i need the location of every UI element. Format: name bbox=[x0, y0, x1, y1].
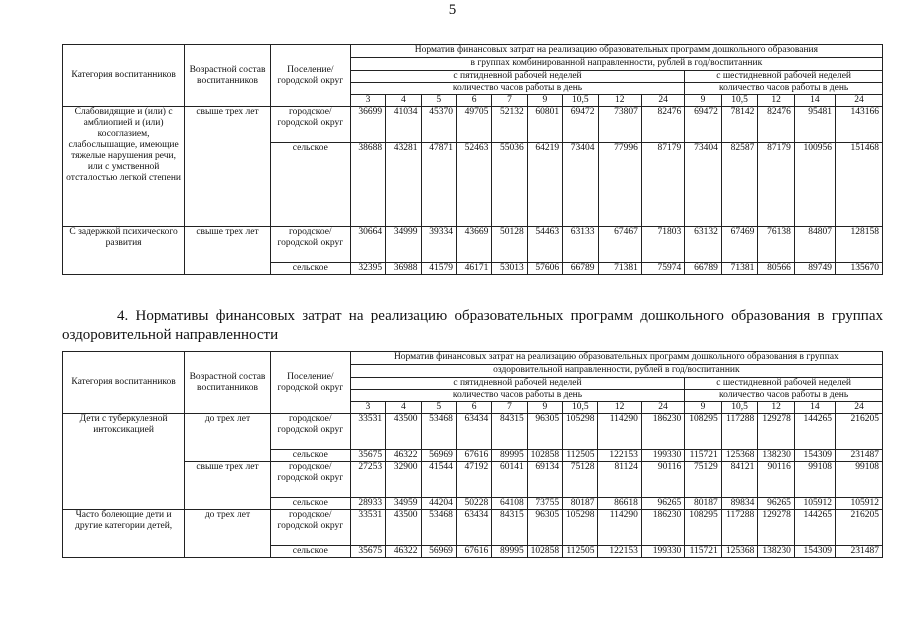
settlement-cell: сельское bbox=[270, 143, 350, 227]
table-cell: 96265 bbox=[758, 498, 795, 510]
table-cell: 117288 bbox=[721, 510, 758, 546]
age-cell: до трех лет bbox=[185, 414, 271, 462]
table-cell: 63132 bbox=[685, 227, 722, 263]
header-norm-title: Норматив финансовых затрат на реализацию образовательных программ дошкольного образования bbox=[350, 45, 882, 58]
table-cell: 75974 bbox=[641, 263, 684, 275]
table-cell: 75129 bbox=[685, 462, 722, 498]
table-cell: 105912 bbox=[835, 498, 882, 510]
table-cell: 125368 bbox=[721, 450, 758, 462]
header-hours-label: количество часов работы в день bbox=[350, 390, 685, 402]
table-cell: 99108 bbox=[835, 462, 882, 498]
table-cell: 75128 bbox=[563, 462, 598, 498]
table-row bbox=[63, 227, 883, 263]
table-cell: 66789 bbox=[685, 263, 722, 275]
settlement-cell: сельское bbox=[270, 498, 350, 510]
table-cell: 69134 bbox=[527, 462, 562, 498]
table-cell: 122153 bbox=[598, 450, 641, 462]
header-hours-value: 12 bbox=[758, 402, 795, 414]
table-cell: 46322 bbox=[386, 546, 421, 558]
table-cell: 129278 bbox=[758, 510, 795, 546]
table-cell: 73404 bbox=[563, 143, 598, 227]
table-cell: 50228 bbox=[456, 498, 491, 510]
header-hours-value: 14 bbox=[794, 95, 835, 107]
table-row bbox=[63, 107, 883, 143]
table-cell: 114290 bbox=[598, 414, 641, 450]
header-hours-value: 3 bbox=[350, 95, 385, 107]
table-cell: 45370 bbox=[421, 107, 456, 143]
table-cell: 53013 bbox=[492, 263, 527, 275]
table-cell: 64108 bbox=[492, 498, 527, 510]
settlement-cell: городское/ городской округ bbox=[270, 510, 350, 546]
table-cell: 96305 bbox=[527, 510, 562, 546]
table-cell: 30664 bbox=[350, 227, 385, 263]
table-cell: 35675 bbox=[350, 546, 385, 558]
section-heading-line1: 4. Нормативы финансовых затрат на реализацию образовательных программ дошкольного образования в группах bbox=[117, 308, 883, 324]
section-heading bbox=[62, 307, 883, 345]
table-cell: 66789 bbox=[563, 263, 598, 275]
table-cell: 41544 bbox=[421, 462, 456, 498]
header-hours-value: 7 bbox=[492, 95, 527, 107]
table-cell: 102858 bbox=[527, 450, 562, 462]
table-cell: 67616 bbox=[456, 450, 491, 462]
table-cell: 117288 bbox=[721, 414, 758, 450]
category-cell: Слабовидящие и (или) с амблиопией и (или) косоглазием, слабослышащие, имеющие тяжелые нарушения речи, или с умственной отсталостью легкой степени bbox=[63, 107, 185, 227]
table-cell: 87179 bbox=[758, 143, 795, 227]
header-hours-value: 12 bbox=[598, 95, 641, 107]
table-cell: 108295 bbox=[685, 510, 722, 546]
table-cell: 105912 bbox=[794, 498, 835, 510]
header-hours-value: 5 bbox=[421, 402, 456, 414]
table-cell: 84121 bbox=[721, 462, 758, 498]
table-cell: 33531 bbox=[350, 414, 385, 450]
table-cell: 46322 bbox=[386, 450, 421, 462]
header-hours-value: 5 bbox=[421, 95, 456, 107]
table-cell: 80187 bbox=[563, 498, 598, 510]
table-cell: 76138 bbox=[758, 227, 795, 263]
header-hours-value: 10,5 bbox=[563, 402, 598, 414]
header-hours-value: 14 bbox=[794, 402, 835, 414]
table-cell: 82476 bbox=[758, 107, 795, 143]
header-hours-value: 6 bbox=[456, 402, 491, 414]
table-cell: 63434 bbox=[456, 510, 491, 546]
settlement-cell: сельское bbox=[270, 263, 350, 275]
table-cell: 56969 bbox=[421, 450, 456, 462]
table-cell: 122153 bbox=[598, 546, 641, 558]
table-cell: 89834 bbox=[721, 498, 758, 510]
header-norm-title: Норматив финансовых затрат на реализацию образовательных программ дошкольного образования в группах bbox=[350, 352, 882, 365]
table-cell: 60801 bbox=[527, 107, 562, 143]
table-cell: 47871 bbox=[421, 143, 456, 227]
table-cell: 87179 bbox=[641, 143, 684, 227]
table-cell: 80187 bbox=[685, 498, 722, 510]
header-five-day: с пятидневной рабочей неделей bbox=[350, 71, 685, 83]
age-cell: свыше трех лет bbox=[185, 227, 271, 275]
table-cell: 99108 bbox=[794, 462, 835, 498]
norms-table-health bbox=[62, 351, 883, 558]
table-cell: 41579 bbox=[421, 263, 456, 275]
header-hours-value: 9 bbox=[685, 402, 722, 414]
header-hours-value: 9 bbox=[527, 95, 562, 107]
table-cell: 63133 bbox=[563, 227, 598, 263]
table-cell: 64219 bbox=[527, 143, 562, 227]
category-cell: С задержкой психического развития bbox=[63, 227, 185, 275]
table-cell: 105298 bbox=[563, 414, 598, 450]
header-age: Возрастной состав воспитанников bbox=[185, 352, 271, 414]
header-hours-value: 4 bbox=[386, 95, 421, 107]
table-cell: 115721 bbox=[685, 546, 722, 558]
table-cell: 231487 bbox=[835, 450, 882, 462]
settlement-cell: сельское bbox=[270, 450, 350, 462]
table-cell: 53468 bbox=[421, 414, 456, 450]
table-cell: 43500 bbox=[386, 510, 421, 546]
category-cell: Дети с туберкулезной интоксикацией bbox=[63, 414, 185, 510]
table-cell: 105298 bbox=[563, 510, 598, 546]
table-cell: 112505 bbox=[563, 450, 598, 462]
header-six-day: с шестидневной рабочей неделей bbox=[685, 71, 883, 83]
table-cell: 125368 bbox=[721, 546, 758, 558]
table-cell: 69472 bbox=[685, 107, 722, 143]
header-hours-value: 12 bbox=[598, 402, 641, 414]
table-cell: 49705 bbox=[456, 107, 491, 143]
table-cell: 73755 bbox=[527, 498, 562, 510]
table-cell: 144265 bbox=[794, 510, 835, 546]
header-hours-value: 6 bbox=[456, 95, 491, 107]
header-hours-value: 24 bbox=[835, 402, 882, 414]
settlement-cell: городское/ городской округ bbox=[270, 414, 350, 450]
header-category: Категория воспитанников bbox=[63, 45, 185, 107]
header-hours-label: количество часов работы в день bbox=[350, 83, 685, 95]
header-hours-value: 4 bbox=[386, 402, 421, 414]
table-cell: 115721 bbox=[685, 450, 722, 462]
table-cell: 36699 bbox=[350, 107, 385, 143]
table-cell: 90116 bbox=[758, 462, 795, 498]
header-hours-value: 9 bbox=[685, 95, 722, 107]
table-cell: 43500 bbox=[386, 414, 421, 450]
header-hours-value: 7 bbox=[492, 402, 527, 414]
table-row bbox=[63, 462, 883, 498]
header-hours-value: 24 bbox=[835, 95, 882, 107]
table-cell: 82476 bbox=[641, 107, 684, 143]
table-cell: 114290 bbox=[598, 510, 641, 546]
table-cell: 89749 bbox=[794, 263, 835, 275]
table-cell: 199330 bbox=[641, 450, 684, 462]
table-cell: 28933 bbox=[350, 498, 385, 510]
table-cell: 84807 bbox=[794, 227, 835, 263]
table-cell: 67467 bbox=[598, 227, 641, 263]
table-cell: 86618 bbox=[598, 498, 641, 510]
table-cell: 100956 bbox=[794, 143, 835, 227]
table-cell: 138230 bbox=[758, 546, 795, 558]
table-cell: 129278 bbox=[758, 414, 795, 450]
table-cell: 54463 bbox=[527, 227, 562, 263]
table-cell: 50128 bbox=[492, 227, 527, 263]
table-cell: 216205 bbox=[835, 510, 882, 546]
table-cell: 67616 bbox=[456, 546, 491, 558]
table-cell: 128158 bbox=[835, 227, 882, 263]
category-cell: Часто болеющие дети и другие категории детей, bbox=[63, 510, 185, 558]
table-cell: 144265 bbox=[794, 414, 835, 450]
settlement-cell: городское/ городской округ bbox=[270, 107, 350, 143]
table-cell: 27253 bbox=[350, 462, 385, 498]
table-cell: 53468 bbox=[421, 510, 456, 546]
table-cell: 71381 bbox=[598, 263, 641, 275]
table-cell: 154309 bbox=[794, 450, 835, 462]
table-cell: 39334 bbox=[421, 227, 456, 263]
table-cell: 96305 bbox=[527, 414, 562, 450]
table-cell: 89995 bbox=[492, 450, 527, 462]
header-hours-value: 12 bbox=[758, 95, 795, 107]
table-cell: 138230 bbox=[758, 450, 795, 462]
table-cell: 33531 bbox=[350, 510, 385, 546]
header-hours-label: количество часов работы в день bbox=[685, 83, 883, 95]
table-cell: 154309 bbox=[794, 546, 835, 558]
header-hours-value: 9 bbox=[527, 402, 562, 414]
settlement-cell: сельское bbox=[270, 546, 350, 558]
header-hours-value: 3 bbox=[350, 402, 385, 414]
header-hours-value: 24 bbox=[641, 95, 684, 107]
header-row bbox=[63, 352, 883, 365]
table-cell: 89995 bbox=[492, 546, 527, 558]
header-settlement: Поселение/ городской округ bbox=[270, 45, 350, 107]
table-cell: 80566 bbox=[758, 263, 795, 275]
header-category: Категория воспитанников bbox=[63, 352, 185, 414]
table-cell: 186230 bbox=[641, 510, 684, 546]
table-cell: 199330 bbox=[641, 546, 684, 558]
table-cell: 82587 bbox=[721, 143, 758, 227]
header-hours-value: 24 bbox=[641, 402, 684, 414]
header-hours-label: количество часов работы в день bbox=[685, 390, 883, 402]
header-norm-subtitle: в группах комбинированной направленности, рублей в год/воспитанник bbox=[350, 58, 882, 71]
table-cell: 73404 bbox=[685, 143, 722, 227]
table-cell: 32395 bbox=[350, 263, 385, 275]
table-cell: 43281 bbox=[386, 143, 421, 227]
table-cell: 96265 bbox=[641, 498, 684, 510]
table-cell: 44204 bbox=[421, 498, 456, 510]
table-cell: 36988 bbox=[386, 263, 421, 275]
table-cell: 90116 bbox=[641, 462, 684, 498]
header-row bbox=[63, 45, 883, 58]
header-hours-value: 10,5 bbox=[563, 95, 598, 107]
settlement-cell: городское/ городской округ bbox=[270, 227, 350, 263]
table-cell: 77996 bbox=[598, 143, 641, 227]
table-cell: 143166 bbox=[835, 107, 882, 143]
table-cell: 84315 bbox=[492, 510, 527, 546]
table-cell: 69472 bbox=[563, 107, 598, 143]
table-cell: 84315 bbox=[492, 414, 527, 450]
norms-table-combined bbox=[62, 44, 883, 275]
table-cell: 95481 bbox=[794, 107, 835, 143]
header-six-day: с шестидневной рабочей неделей bbox=[685, 378, 883, 390]
page-number: 5 bbox=[448, 2, 457, 18]
table-cell: 135670 bbox=[835, 263, 882, 275]
table-cell: 67469 bbox=[721, 227, 758, 263]
table-cell: 32900 bbox=[386, 462, 421, 498]
table-cell: 71381 bbox=[721, 263, 758, 275]
table-cell: 102858 bbox=[527, 546, 562, 558]
table-cell: 112505 bbox=[563, 546, 598, 558]
header-hours-value: 10,5 bbox=[721, 402, 758, 414]
table-cell: 151468 bbox=[835, 143, 882, 227]
table-cell: 55036 bbox=[492, 143, 527, 227]
age-cell: свыше трех лет bbox=[185, 107, 271, 227]
age-cell: свыше трех лет bbox=[185, 462, 271, 510]
table-cell: 41034 bbox=[386, 107, 421, 143]
table-cell: 81124 bbox=[598, 462, 641, 498]
table-cell: 71803 bbox=[641, 227, 684, 263]
table-cell: 63434 bbox=[456, 414, 491, 450]
header-age: Возрастной состав воспитанников bbox=[185, 45, 271, 107]
header-settlement: Поселение/ городской округ bbox=[270, 352, 350, 414]
table-cell: 52132 bbox=[492, 107, 527, 143]
section-heading-line2: оздоровительной направленности bbox=[62, 327, 279, 343]
table-cell: 47192 bbox=[456, 462, 491, 498]
table-cell: 78142 bbox=[721, 107, 758, 143]
header-five-day: с пятидневной рабочей неделей bbox=[350, 378, 685, 390]
age-cell: до трех лет bbox=[185, 510, 271, 558]
table-cell: 57606 bbox=[527, 263, 562, 275]
table-row bbox=[63, 510, 883, 546]
table-cell: 43669 bbox=[456, 227, 491, 263]
table-cell: 186230 bbox=[641, 414, 684, 450]
settlement-cell: городское/ городской округ bbox=[270, 462, 350, 498]
table-cell: 216205 bbox=[835, 414, 882, 450]
table-cell: 35675 bbox=[350, 450, 385, 462]
table-cell: 56969 bbox=[421, 546, 456, 558]
table-cell: 60141 bbox=[492, 462, 527, 498]
header-norm-subtitle: оздоровительной направленности, рублей в год/воспитанник bbox=[350, 365, 882, 378]
table-cell: 73807 bbox=[598, 107, 641, 143]
header-hours-value: 10,5 bbox=[721, 95, 758, 107]
table-cell: 231487 bbox=[835, 546, 882, 558]
table-cell: 38688 bbox=[350, 143, 385, 227]
table-cell: 108295 bbox=[685, 414, 722, 450]
table-cell: 46171 bbox=[456, 263, 491, 275]
table-cell: 52463 bbox=[456, 143, 491, 227]
table-row bbox=[63, 414, 883, 450]
table-cell: 34959 bbox=[386, 498, 421, 510]
table-cell: 34999 bbox=[386, 227, 421, 263]
